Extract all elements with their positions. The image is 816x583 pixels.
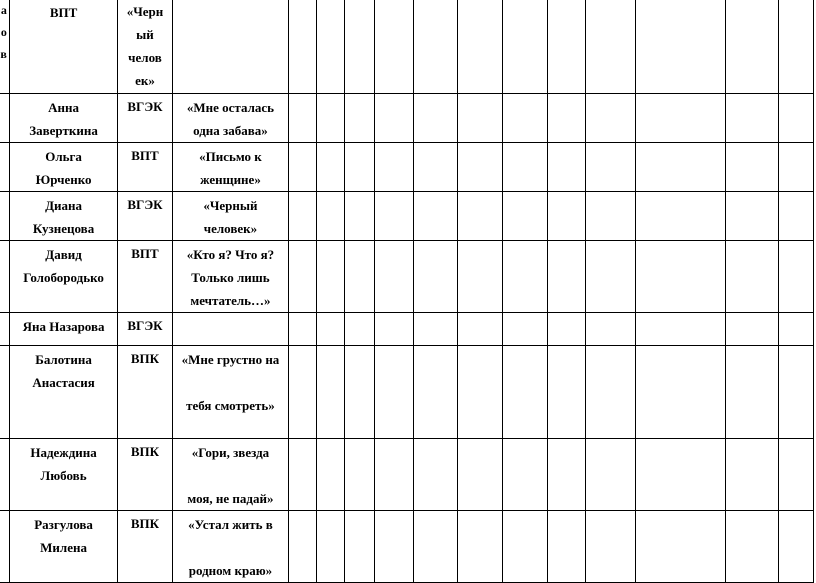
score-cell [503,439,548,511]
score-cell [316,143,344,192]
poem-title-cell: «Мне осталась одна забава» [172,94,289,143]
score-cell [779,192,814,241]
score-cell [345,511,375,583]
score-cell [345,0,375,94]
institution-cell: «Черн ый челов ек» [118,0,172,94]
table-row [0,94,814,143]
score-cell [503,94,548,143]
poem-title-cell: «Гори, звезда моя, не падай» [172,439,289,511]
score-cell [316,511,344,583]
poem-title-cell: «Устал жить в родном краю» [172,511,289,583]
participant-name-cell: Диана Кузнецова [9,192,117,241]
row-number-cell [0,439,9,511]
table-row [0,241,814,313]
score-cell [375,0,413,94]
score-cell [503,143,548,192]
score-cell [635,241,725,313]
poem-title-cell [172,313,289,346]
score-cell [726,313,779,346]
score-cell [289,0,316,94]
score-cell [458,241,503,313]
score-cell [289,439,316,511]
score-cell [635,0,725,94]
score-cell [345,439,375,511]
score-cell [586,313,635,346]
score-cell [458,0,503,94]
score-cell [289,511,316,583]
score-cell [345,192,375,241]
institution-cell: ВПК [118,346,172,439]
score-cell [547,346,585,439]
score-cell [586,439,635,511]
participant-name-cell: ВПТ [9,0,117,94]
institution-cell: ВГЭК [118,192,172,241]
score-cell [316,346,344,439]
score-cell [547,313,585,346]
score-cell [779,346,814,439]
poem-title-cell: «Письмо к женщине» [172,143,289,192]
participant-name-cell: Разгулова Милена [9,511,117,583]
score-cell [726,439,779,511]
score-cell [413,511,458,583]
score-cell [586,192,635,241]
score-cell [289,346,316,439]
score-cell [316,0,344,94]
score-cell [779,143,814,192]
score-cell [413,313,458,346]
score-cell [635,192,725,241]
participant-name-cell: Балотина Анастасия [9,346,117,439]
score-cell [289,143,316,192]
score-cell [316,313,344,346]
row-number-cell [0,346,9,439]
score-cell [345,94,375,143]
score-cell [458,313,503,346]
score-cell [375,143,413,192]
score-cell [635,94,725,143]
score-cell [586,0,635,94]
score-cell [586,143,635,192]
score-cell [413,241,458,313]
score-cell [316,439,344,511]
score-cell [779,94,814,143]
score-cell [316,94,344,143]
score-cell [586,241,635,313]
institution-cell: ВГЭК [118,94,172,143]
score-cell [458,143,503,192]
institution-cell: ВГЭК [118,313,172,346]
score-cell [779,241,814,313]
row-number-cell [0,143,9,192]
score-cell [547,0,585,94]
score-cell [375,192,413,241]
score-cell [345,346,375,439]
score-cell [635,313,725,346]
score-cell [316,192,344,241]
score-cell [586,511,635,583]
score-cell [547,192,585,241]
row-number-cell [0,94,9,143]
score-cell [726,241,779,313]
institution-cell: ВПК [118,511,172,583]
score-cell [413,192,458,241]
poem-title-cell: «Черный человек» [172,192,289,241]
score-cell [458,439,503,511]
score-cell [547,143,585,192]
score-cell [458,346,503,439]
poem-title-cell [172,0,289,94]
score-cell [345,241,375,313]
score-cell [726,346,779,439]
score-cell [547,439,585,511]
score-cell [375,439,413,511]
score-cell [413,94,458,143]
score-cell [635,143,725,192]
institution-cell: ВПК [118,439,172,511]
poem-title-cell: «Кто я? Что я? Только лишь мечтатель…» [172,241,289,313]
score-cell [503,0,548,94]
participant-name-cell: Ольга Юрченко [9,143,117,192]
score-cell [503,241,548,313]
table-row [0,0,814,94]
score-cell [586,346,635,439]
participant-name-cell: Анна Заверткина [9,94,117,143]
score-cell [375,346,413,439]
score-cell [345,143,375,192]
score-cell [547,94,585,143]
score-cell [289,192,316,241]
score-cell [345,313,375,346]
score-cell [726,143,779,192]
score-cell [458,192,503,241]
score-cell [779,511,814,583]
table-row [0,439,814,511]
score-cell [413,439,458,511]
score-cell [458,511,503,583]
score-cell [413,143,458,192]
score-cell [779,439,814,511]
score-cell [635,346,725,439]
institution-cell: ВПТ [118,241,172,313]
table-row [0,346,814,439]
score-cell [547,511,585,583]
score-cell [726,511,779,583]
score-cell [503,313,548,346]
score-cell [779,0,814,94]
row-number-cell [0,192,9,241]
score-cell [503,192,548,241]
institution-cell: ВПТ [118,143,172,192]
table-row [0,313,814,346]
score-cell [289,241,316,313]
score-cell [635,511,725,583]
table-row [0,192,814,241]
row-number-cell [0,511,9,583]
score-cell [726,94,779,143]
score-cell [375,94,413,143]
score-cell [413,346,458,439]
participant-name-cell: Яна Назарова [9,313,117,346]
score-cell [635,439,725,511]
score-cell [586,94,635,143]
score-cell [375,313,413,346]
table-row [0,511,814,583]
score-cell [503,346,548,439]
score-cell [375,241,413,313]
score-cell [726,0,779,94]
row-number-cell [0,241,9,313]
score-cell [375,511,413,583]
score-cell [779,313,814,346]
score-cell [289,94,316,143]
poem-title-cell: «Мне грустно на тебя смотреть» [172,346,289,439]
score-cell [413,0,458,94]
score-cell [289,313,316,346]
score-cell [316,241,344,313]
row-number-cell: а о в [0,0,9,94]
score-cell [503,511,548,583]
score-cell [458,94,503,143]
score-cell [547,241,585,313]
score-cell [726,192,779,241]
row-number-cell [0,313,9,346]
participant-name-cell: Давид Голобородько [9,241,117,313]
participant-name-cell: Надеждина Любовь [9,439,117,511]
table-row [0,143,814,192]
